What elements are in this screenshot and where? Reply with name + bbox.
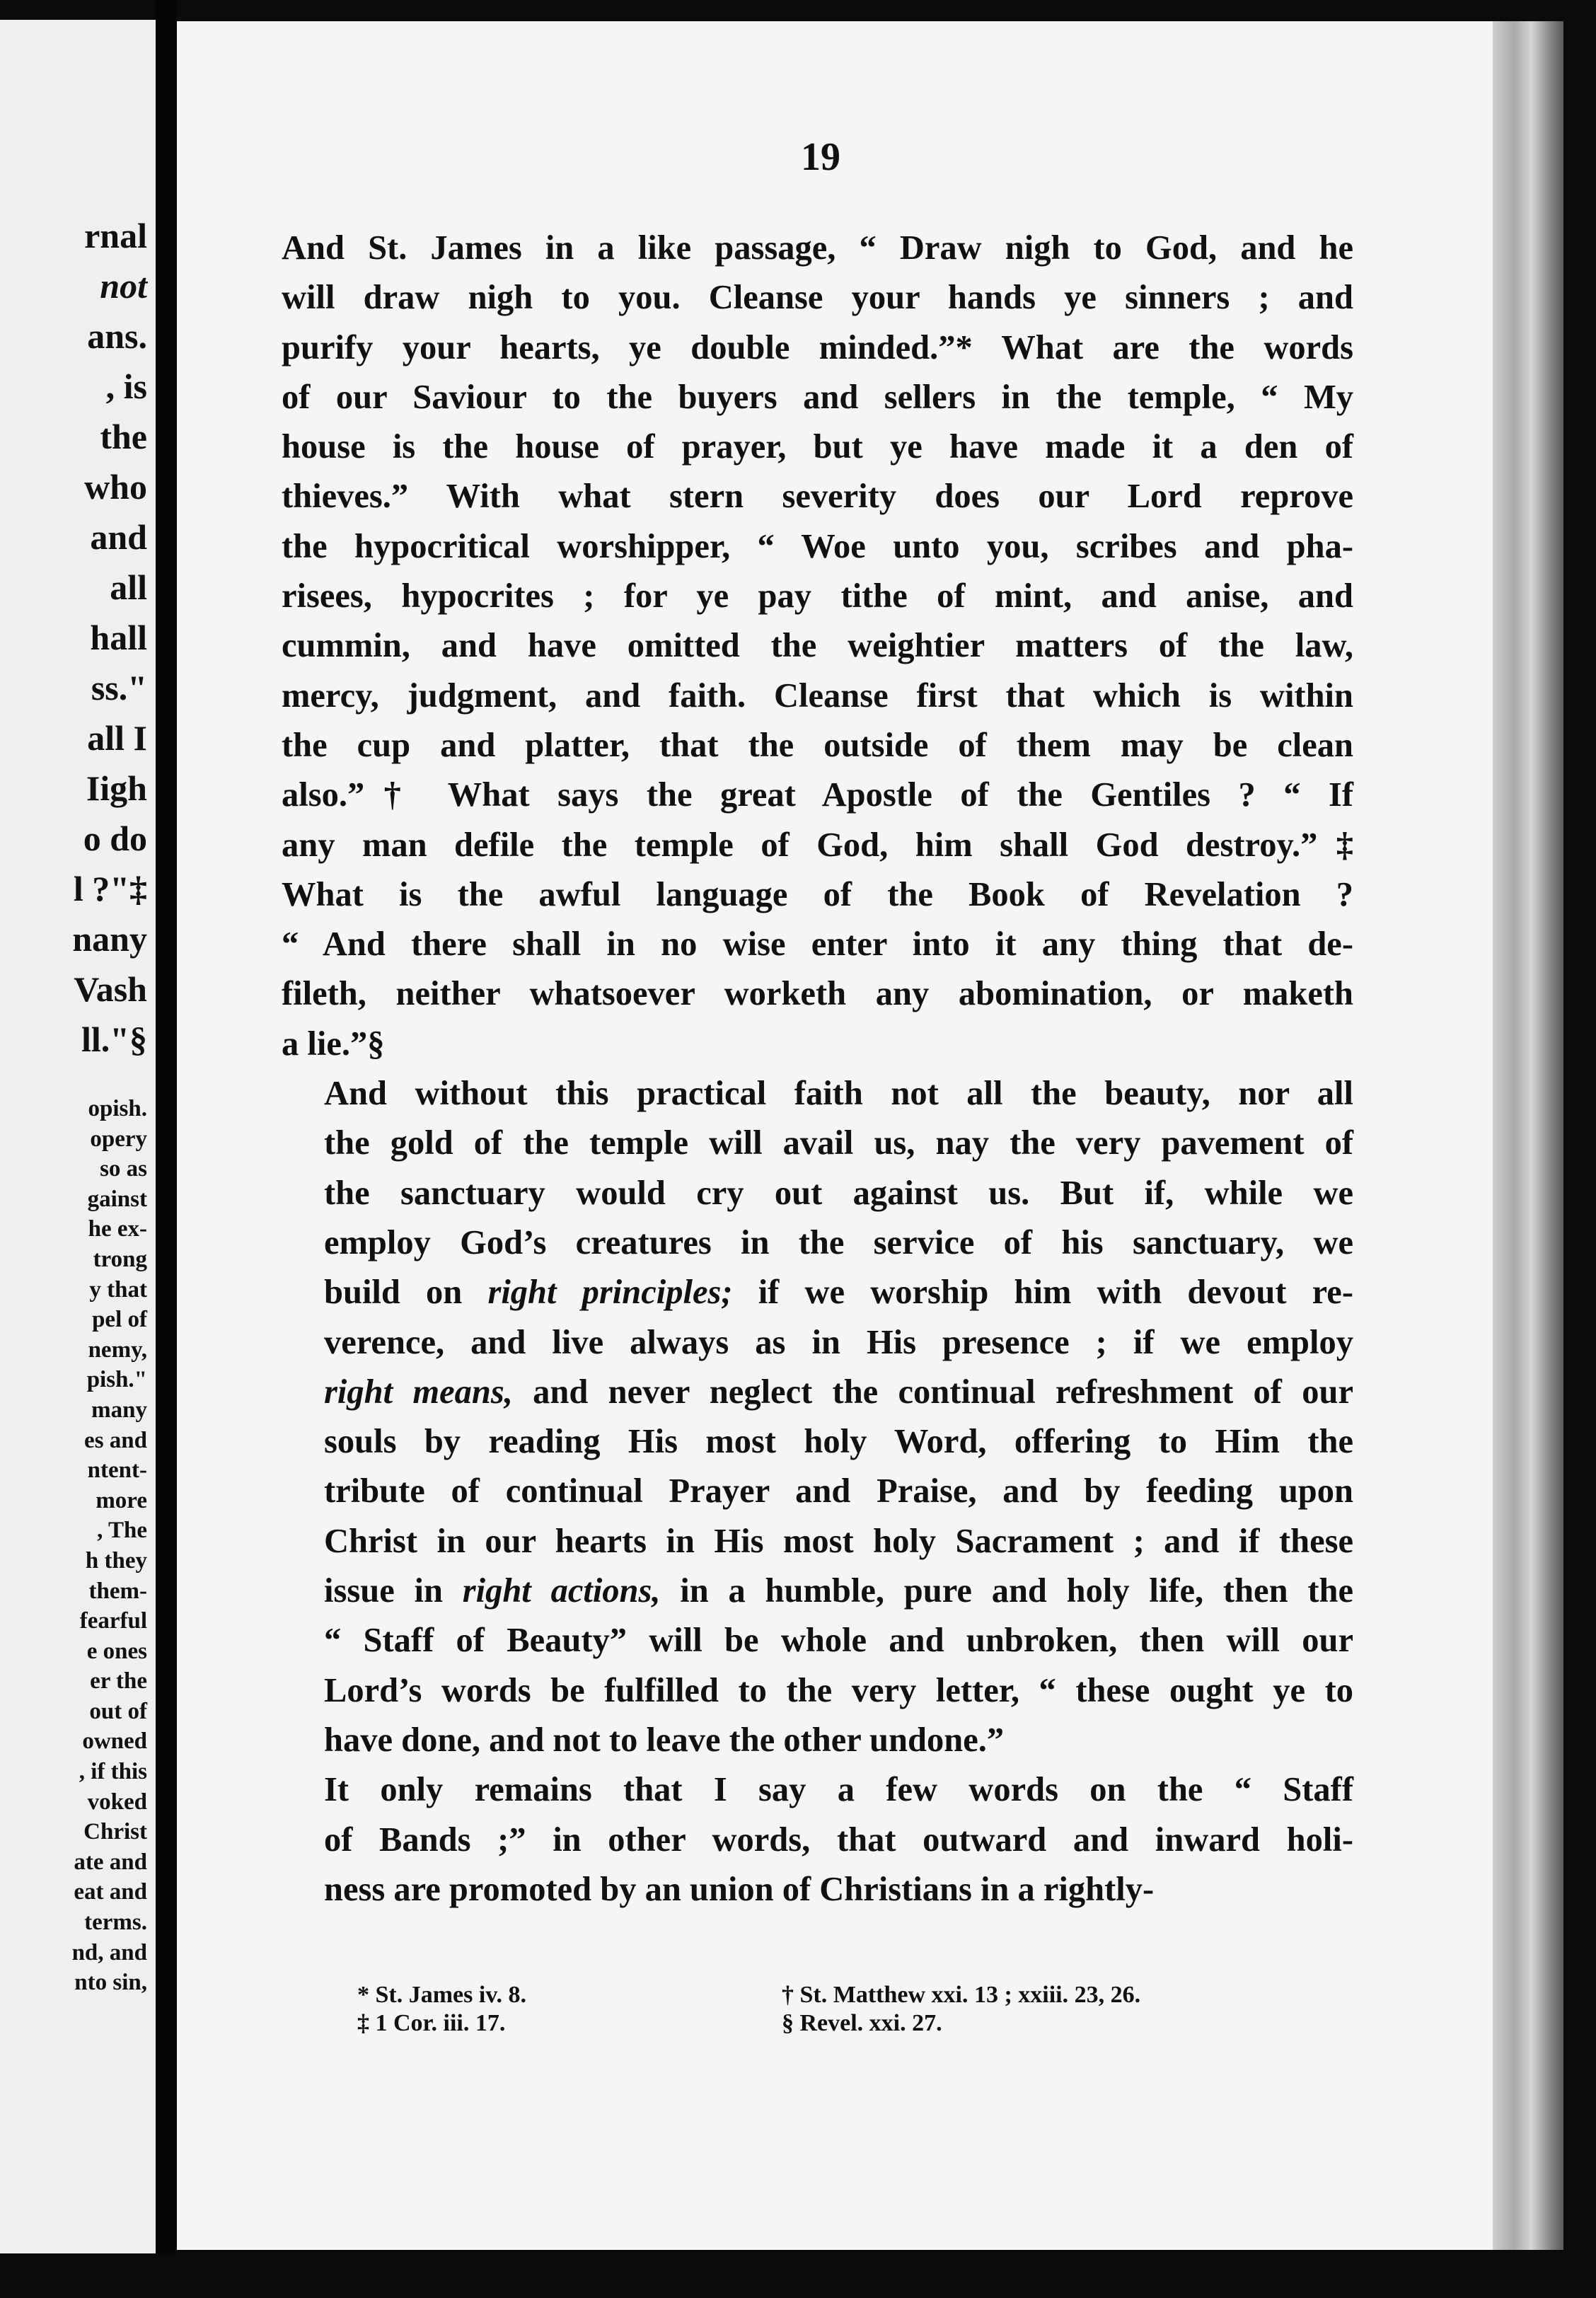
previous-page-note-line: Christ	[83, 1819, 147, 1845]
text-line: the gold of the temple will avail us, nay the very pavement of	[324, 1124, 1353, 1162]
previous-page-note-line: e ones	[86, 1638, 147, 1664]
paragraph	[282, 1765, 1353, 1915]
previous-page-note-line: fearful	[79, 1608, 147, 1634]
text-line: build on right principles; if we worship him with devout re-	[324, 1274, 1353, 1312]
text-line: mercy, judgment, and faith. Cleanse first that which is within	[282, 676, 1353, 715]
previous-page-note-line: h they	[85, 1547, 147, 1574]
footnote: * St. James iv. 8.	[357, 1982, 526, 2008]
text-line: the hypocritical worshipper, “ Woe unto you, scribes and pha-	[282, 527, 1353, 565]
scan-border	[0, 2253, 1596, 2298]
previous-page-note-line: so as	[100, 1156, 147, 1182]
previous-page-line: all	[110, 567, 147, 607]
previous-page-note-line: terms.	[84, 1910, 147, 1936]
paragraph	[282, 224, 1353, 1069]
footnote: † St. Matthew xxi. 13 ; xxiii. 23, 26.	[782, 1982, 1141, 2008]
body-text	[282, 224, 1353, 1915]
previous-page-line: the	[100, 417, 147, 456]
previous-page-line: hall	[90, 618, 147, 657]
previous-page-note-line: y that	[89, 1276, 147, 1303]
text-line: “ And there shall in no wise enter into it any thing that de-	[282, 925, 1353, 964]
text-line: have done, and not to leave the other undone.”	[324, 1721, 1005, 1759]
text-line: fileth, neither whatsoever worketh any abomination, or maketh	[282, 975, 1353, 1013]
previous-page-note-line: er the	[90, 1668, 147, 1694]
previous-page-line: who	[84, 467, 147, 507]
text-line: will draw nigh to you. Cleanse your hands ye sinners ; and	[282, 279, 1353, 317]
emphasis: right actions,	[462, 1572, 661, 1610]
text-line: of Bands ;” in other words, that outward and inward holi-	[324, 1820, 1353, 1859]
previous-page-line: ll."§	[81, 1020, 147, 1059]
previous-page-line: ans.	[87, 316, 147, 356]
text-line: cummin, and have omitted the weightier matters of the law,	[282, 627, 1353, 665]
previous-page-note-line: nto sin,	[74, 1970, 147, 1996]
emphasis: right principles;	[487, 1274, 733, 1312]
previous-page-note-line: voked	[87, 1789, 147, 1815]
text-line: the sanctuary would cry out against us. But if, while we	[324, 1174, 1353, 1212]
previous-page-note-line: more	[96, 1487, 147, 1513]
previous-page-note-line: nemy,	[88, 1336, 147, 1363]
previous-page-line: Iigh	[86, 768, 147, 808]
text-line: any man defile the temple of God, him shall God destroy.”‡	[282, 826, 1353, 864]
previous-page-line: and	[90, 517, 147, 557]
text-line: also.”† What says the great Apostle of the Gentiles ? “ If	[282, 776, 1353, 814]
previous-page-line: , is	[105, 366, 147, 406]
previous-page-note-line: ntent-	[87, 1457, 147, 1484]
previous-page-line: ss."	[91, 668, 147, 708]
previous-page-line: o do	[83, 819, 147, 858]
footnote: ‡ 1 Cor. iii. 17.	[357, 2010, 506, 2036]
text-line: And without this practical faith not all the beauty, nor all	[324, 1075, 1353, 1113]
footnote-row	[357, 1981, 1312, 2009]
previous-page-note-line: he ex-	[88, 1216, 147, 1242]
previous-page-note-line: opish.	[88, 1096, 147, 1121]
text-line: souls by reading His most holy Word, offering to Him the	[324, 1423, 1353, 1461]
previous-page-note-line: them-	[88, 1578, 147, 1604]
previous-page-note-line: ate and	[74, 1849, 147, 1875]
page-stack-edge	[1493, 21, 1563, 2250]
text-line: verence, and live always as in His presence ; if we employ	[324, 1323, 1353, 1361]
text-line: tribute of continual Prayer and Praise, and by feeding upon	[324, 1472, 1353, 1511]
text-line: thieves.” With what stern severity does our Lord reprove	[282, 478, 1353, 516]
previous-page-text	[0, 211, 147, 1065]
emphasis: right means,	[324, 1373, 513, 1411]
text-line: risees, hypocrites ; for ye pay tithe of mint, and anise, and	[282, 577, 1353, 616]
paragraph	[282, 1069, 1353, 1765]
text-line: ness are promoted by an union of Christians in a rightly-	[324, 1870, 1155, 1908]
previous-page-line: nany	[72, 919, 147, 959]
previous-page-note-line: owned	[82, 1728, 147, 1755]
text-line: Christ in our hearts in His most holy Sacrament ; and if these	[324, 1522, 1353, 1560]
footnote: § Revel. xxi. 27.	[782, 2010, 942, 2036]
previous-page-line: Vash	[74, 969, 147, 1009]
footnote-row	[357, 2009, 1312, 2038]
previous-page-note-line: nd, and	[71, 1939, 147, 1965]
previous-page-note-line: many	[91, 1397, 147, 1423]
previous-page-note-line: gainst	[87, 1186, 147, 1212]
text-line: of our Saviour to the buyers and sellers in the temple, “ My	[282, 378, 1353, 416]
text-line: And St. James in a like passage, “ Draw nigh to God, and he	[282, 229, 1353, 267]
previous-page-line: all I	[87, 718, 147, 758]
previous-page-footnotes	[0, 1094, 147, 1998]
previous-page-line: not	[100, 266, 147, 306]
previous-page-note-line: , if this	[79, 1759, 147, 1785]
text-line: a lie.”§	[282, 1024, 385, 1063]
text-line: What is the awful language of the Book of Revelation ?	[282, 875, 1353, 913]
text-line: purify your hearts, ye double minded.”* What are the words	[282, 328, 1353, 366]
text-line: Lord’s words be fulfilled to the very letter, “ these ought ye to	[324, 1671, 1353, 1709]
previous-page-note-line: pel of	[92, 1307, 147, 1333]
previous-page-note-line: eat and	[74, 1879, 147, 1905]
previous-page-line: rnal	[84, 216, 147, 255]
previous-page-note-line: pish."	[86, 1367, 147, 1393]
book-gutter	[156, 0, 177, 2298]
text-line: issue in right actions, in a humble, pure and holy life, then the	[324, 1572, 1353, 1610]
text-line: employ God’s creatures in the service of his sanctuary, we	[324, 1223, 1353, 1261]
page-number: 19	[801, 135, 840, 179]
text-line: right means, and never neglect the continual refreshment of our	[324, 1373, 1353, 1411]
text-line: house is the house of prayer, but ye have made it a den of	[282, 428, 1353, 466]
footnotes	[357, 1981, 1312, 2038]
previous-page-note-line: , The	[97, 1518, 147, 1544]
text-line: the cup and platter, that the outside of them may be clean	[282, 726, 1353, 764]
previous-page-note-line: out of	[89, 1698, 147, 1724]
previous-page-edge	[0, 20, 156, 2270]
previous-page-note-line: es and	[84, 1427, 147, 1453]
previous-page-line: l ?"‡	[73, 869, 147, 908]
text-line: It only remains that I say a few words on the “ Staff	[324, 1771, 1353, 1809]
previous-page-note-line: opery	[90, 1126, 147, 1152]
text-line: “ Staff of Beauty” will be whole and unbroken, then will our	[324, 1622, 1353, 1660]
previous-page-note-line: trong	[93, 1246, 147, 1272]
